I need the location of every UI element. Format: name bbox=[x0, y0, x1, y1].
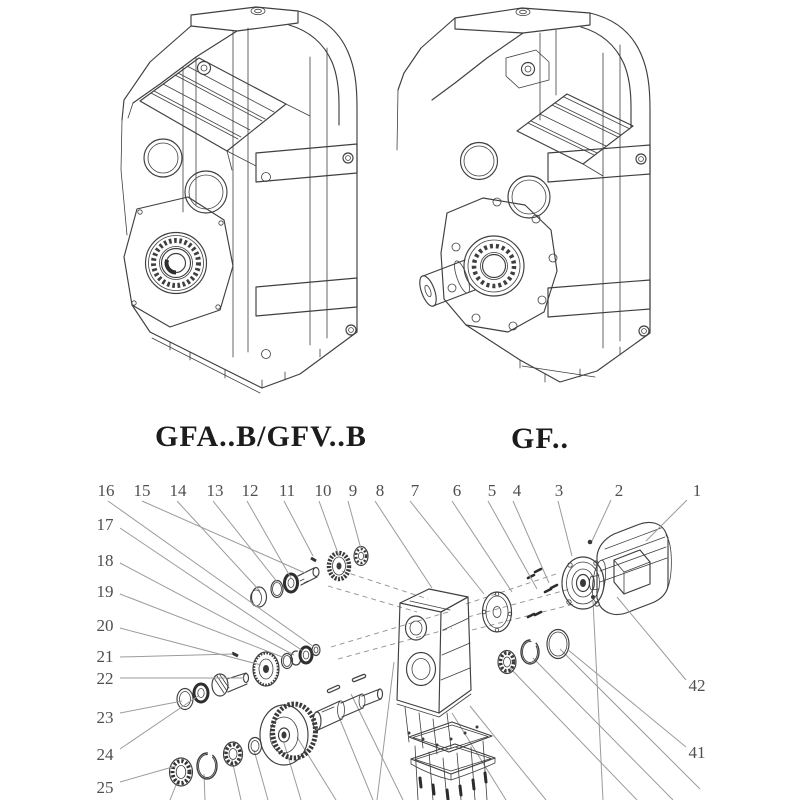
end-cap-part bbox=[177, 689, 193, 710]
callout-number-11: 11 bbox=[278, 481, 296, 500]
pinion-shaft-part bbox=[212, 673, 249, 696]
oil-pan-part bbox=[411, 744, 495, 780]
callout-number-7: 7 bbox=[410, 481, 420, 500]
callout-number-23: 23 bbox=[96, 708, 114, 727]
vent-screw-part bbox=[588, 540, 593, 545]
callout-leader-3 bbox=[558, 501, 572, 556]
output-shaft-part bbox=[313, 689, 383, 730]
right-gearbox-drawing bbox=[397, 8, 650, 382]
callout-number-12: 12 bbox=[241, 481, 259, 500]
callout-number-9: 9 bbox=[348, 481, 358, 500]
callout-number-21: 21 bbox=[96, 647, 114, 666]
callout-leader-24 bbox=[120, 696, 198, 749]
callout-number-41: 41 bbox=[688, 743, 706, 762]
snap-ring-large-part bbox=[197, 753, 217, 779]
dashed-assembly-line bbox=[338, 628, 452, 659]
cutoff-leader-line bbox=[254, 750, 268, 800]
input-gear-part bbox=[329, 553, 349, 579]
shaft-key-part bbox=[329, 676, 364, 691]
gear-housing-part bbox=[397, 589, 471, 717]
intermediate-gear-part bbox=[253, 652, 279, 686]
callout-leader-15 bbox=[142, 501, 305, 573]
ball-bearing-part bbox=[354, 547, 368, 566]
callout-leader-5 bbox=[488, 501, 537, 589]
callout-number-2: 2 bbox=[614, 481, 624, 500]
cutoff-leader-lines bbox=[170, 601, 700, 800]
callout-leader-8 bbox=[375, 501, 432, 588]
callout-leader-10 bbox=[319, 501, 339, 556]
callout-number-4: 4 bbox=[512, 481, 522, 500]
callout-leader-4 bbox=[513, 501, 549, 583]
left-gearbox-drawing bbox=[121, 7, 357, 393]
cutoff-leader-line bbox=[284, 743, 301, 800]
roller-bearing-part bbox=[300, 647, 312, 663]
callout-leader-14 bbox=[177, 501, 260, 591]
cutoff-leader-line bbox=[510, 668, 637, 800]
dashed-assembly-line bbox=[472, 603, 578, 630]
dashed-assembly-line bbox=[342, 571, 428, 599]
seal-ring-part bbox=[271, 581, 283, 598]
callout-leader-25 bbox=[120, 766, 176, 782]
callout-leader-23 bbox=[120, 701, 182, 713]
roller-bearing-large-part bbox=[224, 742, 243, 766]
callouts bbox=[97, 481, 706, 797]
cutoff-leader-line bbox=[533, 658, 673, 800]
callout-number-24: 24 bbox=[96, 745, 114, 764]
motor-side-bearing-part bbox=[498, 651, 516, 674]
right-model-label: GF.. bbox=[511, 422, 569, 455]
callout-leader-6 bbox=[452, 501, 512, 592]
callout-number-20: 20 bbox=[96, 616, 114, 635]
output-ball-bearing-part bbox=[170, 758, 193, 786]
exploded-view-drawing bbox=[97, 481, 706, 800]
motor-side-snap-ring-part bbox=[521, 640, 539, 664]
dashed-assembly-lines bbox=[328, 571, 578, 659]
callout-number-10: 10 bbox=[314, 481, 332, 500]
callout-number-5: 5 bbox=[487, 481, 497, 500]
callout-leader-7 bbox=[410, 501, 484, 594]
callout-leader-16 bbox=[108, 501, 314, 647]
callout-number-17: 17 bbox=[96, 515, 114, 534]
callout-number-19: 19 bbox=[96, 582, 114, 601]
callout-leader-21 bbox=[120, 654, 233, 657]
callout-number-8: 8 bbox=[375, 481, 385, 500]
small-bearing-part bbox=[285, 574, 298, 592]
callout-leader-9 bbox=[348, 501, 361, 549]
callout-leader-20 bbox=[120, 628, 261, 665]
callout-leader-12 bbox=[247, 501, 291, 578]
pan-bolts-part bbox=[420, 773, 486, 799]
callout-number-1: 1 bbox=[692, 481, 702, 500]
callout-leader-13 bbox=[213, 501, 278, 583]
key-pin-part bbox=[311, 558, 316, 561]
cutoff-leader-line bbox=[377, 662, 394, 800]
callout-leader-11 bbox=[284, 501, 313, 556]
callout-number-16: 16 bbox=[97, 481, 115, 500]
callout-leader-18 bbox=[120, 563, 294, 655]
callout-leader-2 bbox=[592, 500, 611, 541]
bearing-part bbox=[194, 684, 208, 702]
callout-number-14: 14 bbox=[169, 481, 187, 500]
motor-part bbox=[590, 522, 672, 614]
callout-number-3: 3 bbox=[554, 481, 564, 500]
dashed-assembly-line bbox=[331, 612, 448, 647]
input-shaft-part bbox=[298, 568, 319, 586]
callout-leader-41 bbox=[567, 649, 686, 747]
output-gear-part bbox=[260, 704, 316, 765]
cutoff-leader-line bbox=[297, 737, 336, 800]
callout-number-25: 25 bbox=[96, 778, 114, 797]
dashed-assembly-line bbox=[328, 586, 417, 612]
callout-number-13: 13 bbox=[206, 481, 224, 500]
callout-leader-42 bbox=[617, 597, 686, 680]
callout-number-18: 18 bbox=[96, 551, 114, 570]
callout-number-6: 6 bbox=[452, 481, 462, 500]
cutoff-leader-line bbox=[560, 649, 700, 789]
callout-number-42: 42 bbox=[688, 676, 706, 695]
large-seal-ring-part bbox=[547, 630, 569, 659]
callout-number-22: 22 bbox=[96, 669, 114, 688]
callout-leader-17 bbox=[120, 528, 303, 651]
left-model-label: GFA..B/GFV..B bbox=[155, 420, 367, 453]
cutoff-leader-line bbox=[593, 601, 603, 800]
callout-number-15: 15 bbox=[133, 481, 151, 500]
